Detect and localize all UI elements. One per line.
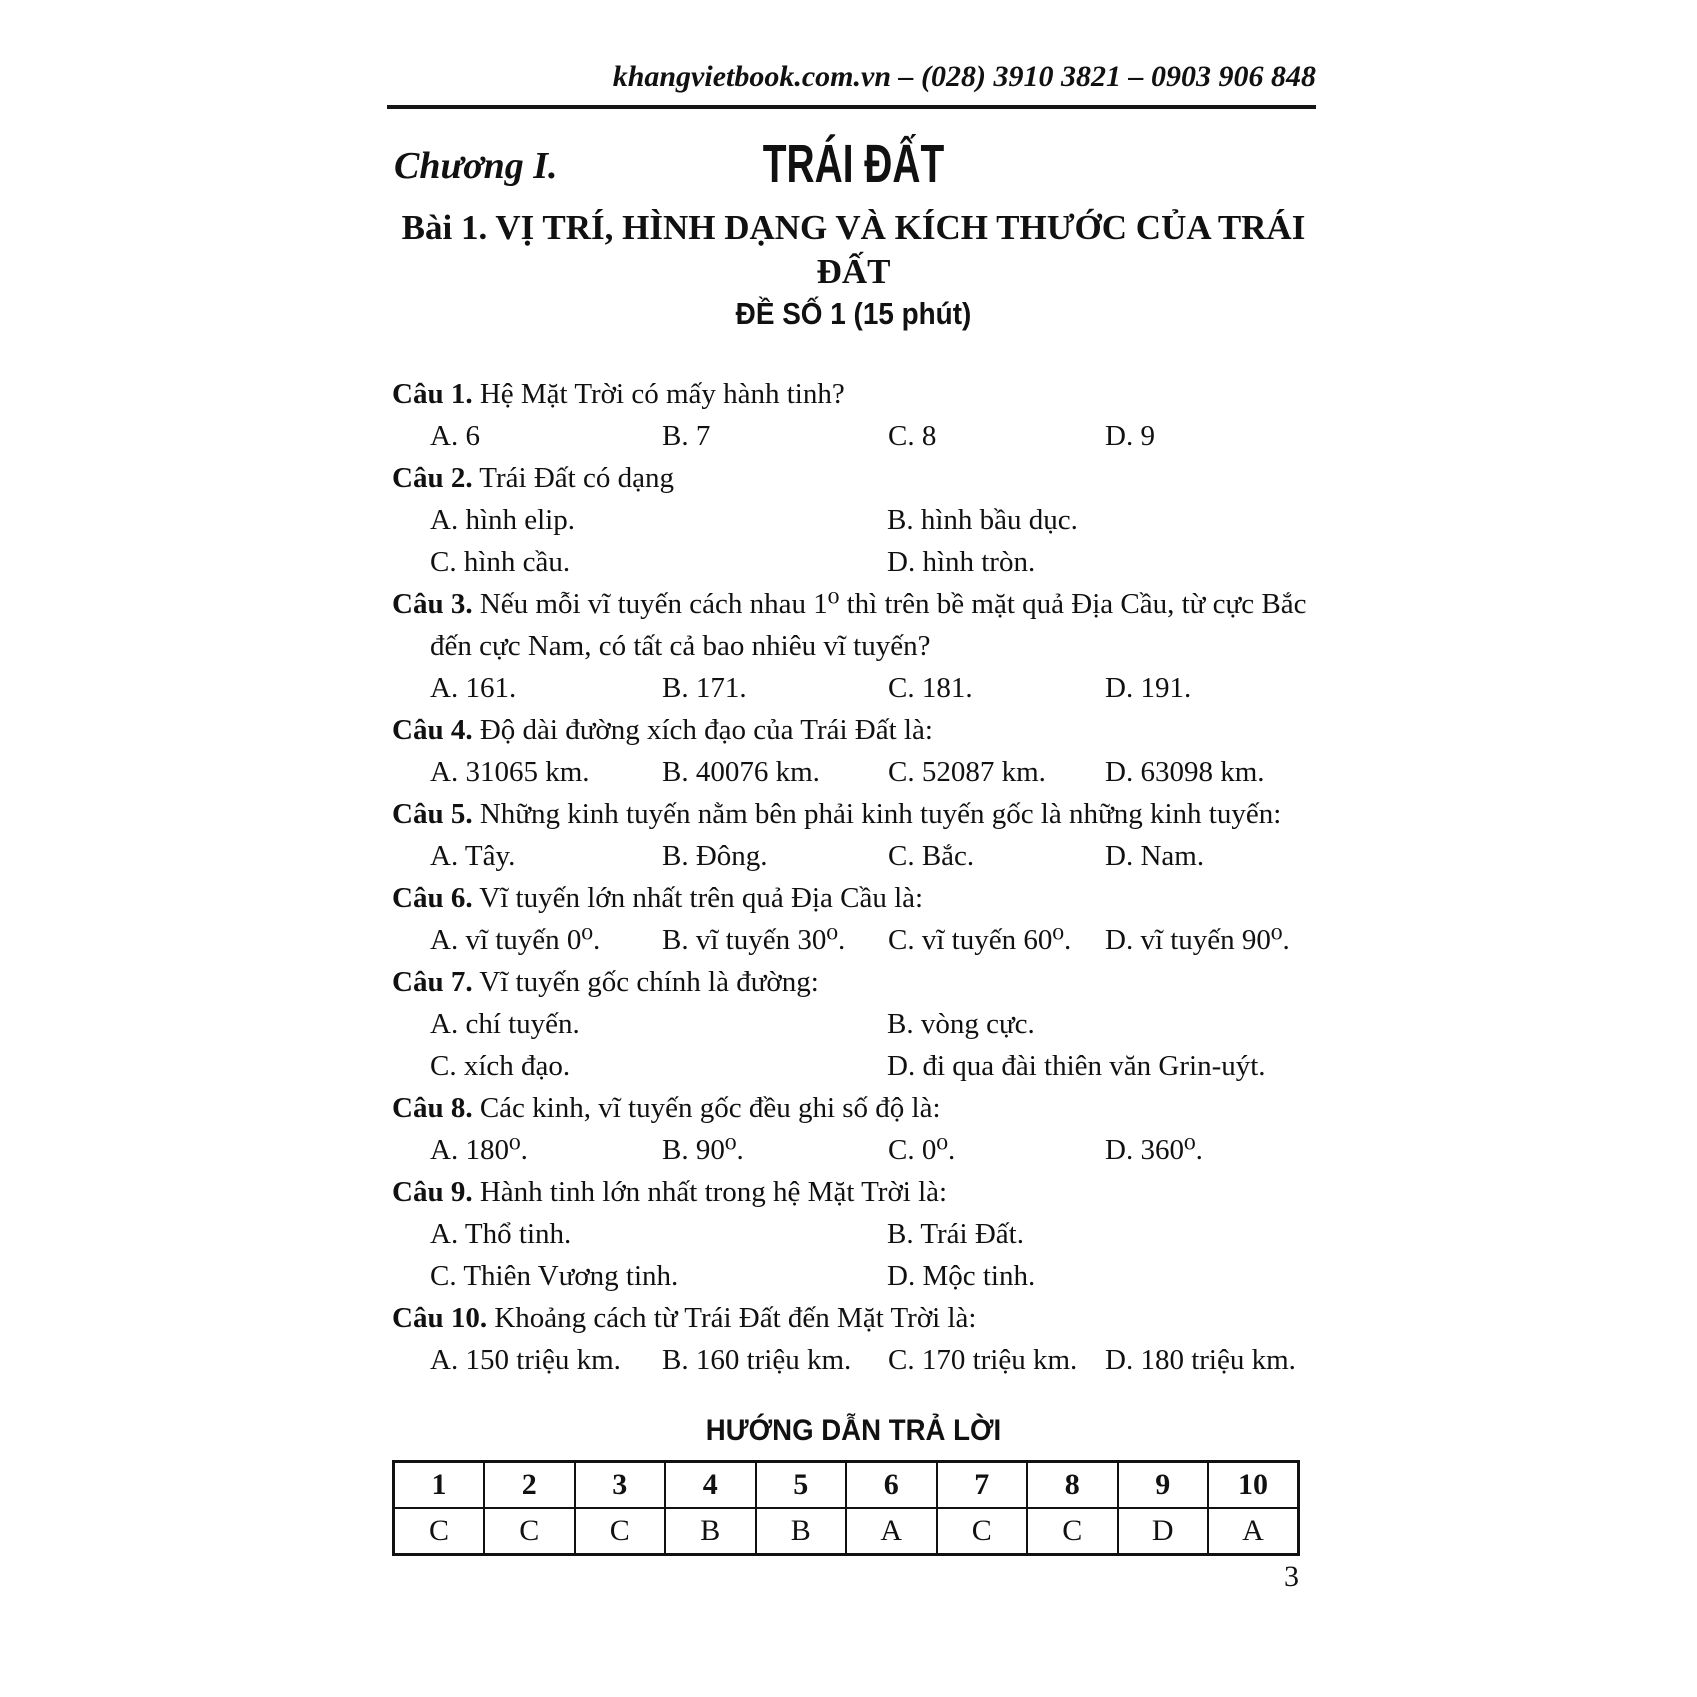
book-header-text: khangvietbook.com.vn – (028) 3910 3821 – 0903 906 848 <box>612 60 1316 93</box>
question-text: Trái Đất có dạng <box>472 462 674 494</box>
answer-letter-cell: D <box>1118 1508 1209 1555</box>
question-2 <box>392 457 1315 583</box>
question-6 <box>392 877 1315 961</box>
option-c: C. xích đạo. <box>430 1050 571 1082</box>
question-label: Câu 5. <box>392 798 473 830</box>
question-label: Câu 6. <box>392 882 473 914</box>
option-c: C. Thiên Vương tinh. <box>430 1260 679 1292</box>
question-4 <box>392 709 1315 793</box>
answer-number-cell: 2 <box>484 1462 575 1509</box>
answer-key-number-row <box>394 1462 1299 1509</box>
option-b: B. vòng cực. <box>887 1008 1035 1040</box>
answer-letter-cell: A <box>846 1508 937 1555</box>
options-row <box>392 835 1315 877</box>
option-d: D. Nam. <box>1105 840 1205 872</box>
answer-number-cell: 8 <box>1027 1462 1118 1509</box>
options-row <box>392 667 1315 709</box>
question-text: Vĩ tuyến gốc chính là đường: <box>472 966 819 998</box>
question-stem <box>392 583 1315 667</box>
option-d: D. vĩ tuyến 90⁰. <box>1105 924 1290 956</box>
question-label: Câu 10. <box>392 1302 488 1334</box>
question-label: Câu 1. <box>392 378 473 410</box>
answer-key-title: HƯỚNG DẪN TRẢ LỜI <box>705 1414 1002 1447</box>
options-row <box>392 751 1315 793</box>
question-text: Vĩ tuyến lớn nhất trên quả Địa Cầu là: <box>472 882 924 914</box>
question-label: Câu 2. <box>392 462 473 494</box>
answer-letter-cell: C <box>937 1508 1028 1555</box>
option-b: B. vĩ tuyến 30⁰. <box>662 924 846 956</box>
question-stem <box>392 793 1315 835</box>
answer-number-cell: 6 <box>846 1462 937 1509</box>
question-list <box>392 373 1315 1381</box>
option-d: D. 180 triệu km. <box>1105 1344 1296 1376</box>
option-b: B. 7 <box>662 420 711 452</box>
option-a: A. 31065 km. <box>430 756 590 788</box>
options-row <box>392 1129 1315 1171</box>
question-text: Độ dài đường xích đạo của Trái Đất là: <box>472 714 933 746</box>
question-stem <box>392 709 1315 751</box>
question-text: Hệ Mặt Trời có mấy hành tinh? <box>472 378 845 410</box>
option-a: A. Thổ tinh. <box>430 1218 572 1250</box>
question-9 <box>392 1171 1315 1297</box>
answer-letter-cell: B <box>665 1508 756 1555</box>
option-b: B. 171. <box>662 672 747 704</box>
option-a: A. Tây. <box>430 840 516 872</box>
question-label: Câu 8. <box>392 1092 473 1124</box>
chapter-label: Chương I. <box>394 145 558 187</box>
option-b: B. 40076 km. <box>662 756 820 788</box>
question-stem <box>392 1087 1315 1129</box>
option-c: C. vĩ tuyến 60⁰. <box>888 924 1072 956</box>
question-stem <box>392 877 1315 919</box>
quiz-title: ĐỀ SỐ 1 (15 phút) <box>735 296 972 331</box>
option-a: A. 150 triệu km. <box>430 1344 621 1376</box>
option-c: C. 181. <box>888 672 973 704</box>
question-text: Nếu mỗi vĩ tuyến cách nhau 1⁰ thì trên bề mặt quả Địa Cầu, từ cực Bắc đến cực Nam, có tất cả bao nhiêu vĩ tuyến? <box>430 588 1307 662</box>
option-b: B. hình bầu dục. <box>887 504 1078 536</box>
option-c: C. Bắc. <box>888 840 975 872</box>
option-a: A. hình elip. <box>430 504 575 536</box>
page-number: 3 <box>1284 1560 1299 1593</box>
option-a: A. 161. <box>430 672 517 704</box>
chapter-title: TRÁI ĐẤT <box>762 134 945 194</box>
option-d: D. hình tròn. <box>887 546 1036 578</box>
option-d: D. đi qua đài thiên văn Grin-uýt. <box>887 1050 1266 1082</box>
option-a: A. vĩ tuyến 0⁰. <box>430 924 601 956</box>
question-3 <box>392 583 1315 709</box>
option-d: D. 63098 km. <box>1105 756 1265 788</box>
question-text: Những kinh tuyến nằm bên phải kinh tuyến gốc là những kinh tuyến: <box>472 798 1282 830</box>
question-label: Câu 4. <box>392 714 473 746</box>
question-10 <box>392 1297 1315 1381</box>
question-label: Câu 3. <box>392 588 473 620</box>
question-label: Câu 9. <box>392 1176 473 1208</box>
option-d: D. 9 <box>1105 420 1155 452</box>
option-a: A. 6 <box>430 420 480 452</box>
question-stem <box>392 1171 1315 1213</box>
answer-number-cell: 5 <box>756 1462 847 1509</box>
answer-letter-cell: B <box>756 1508 847 1555</box>
option-c: C. 0⁰. <box>888 1134 956 1166</box>
option-c: C. 170 triệu km. <box>888 1344 1078 1376</box>
question-text: Các kinh, vĩ tuyến gốc đều ghi số độ là: <box>472 1092 941 1124</box>
answer-number-cell: 4 <box>665 1462 756 1509</box>
chapter-row <box>392 134 1315 198</box>
option-d: D. Mộc tinh. <box>887 1260 1036 1292</box>
answer-number-cell: 10 <box>1208 1462 1299 1509</box>
options-grid <box>392 499 1315 583</box>
question-8 <box>392 1087 1315 1171</box>
question-1 <box>392 373 1315 457</box>
question-stem <box>392 457 1315 499</box>
question-stem <box>392 961 1315 1003</box>
question-stem <box>392 373 1315 415</box>
answer-key-table <box>392 1460 1300 1556</box>
question-text: Khoảng cách từ Trái Đất đến Mặt Trời là: <box>487 1302 977 1334</box>
book-header <box>387 60 1316 109</box>
answer-number-cell: 1 <box>394 1462 485 1509</box>
option-b: B. 160 triệu km. <box>662 1344 852 1376</box>
answer-number-cell: 3 <box>575 1462 666 1509</box>
option-c: C. hình cầu. <box>430 546 571 578</box>
answer-letter-cell: C <box>484 1508 575 1555</box>
question-stem <box>392 1297 1315 1339</box>
question-5 <box>392 793 1315 877</box>
answer-number-cell: 9 <box>1118 1462 1209 1509</box>
option-a: A. chí tuyến. <box>430 1008 580 1040</box>
options-row <box>392 1339 1315 1381</box>
option-b: B. 90⁰. <box>662 1134 744 1166</box>
answer-letter-cell: C <box>394 1508 485 1555</box>
lesson-title: Bài 1. VỊ TRÍ, HÌNH DẠNG VÀ KÍCH THƯỚC CỦA TRÁI ĐẤT <box>401 208 1306 291</box>
options-grid <box>392 1213 1315 1297</box>
option-a: A. 180⁰. <box>430 1134 528 1166</box>
answer-letter-cell: C <box>1027 1508 1118 1555</box>
question-7 <box>392 961 1315 1087</box>
option-d: D. 360⁰. <box>1105 1134 1203 1166</box>
answer-letter-cell: A <box>1208 1508 1299 1555</box>
answer-number-cell: 7 <box>937 1462 1028 1509</box>
options-grid <box>392 1003 1315 1087</box>
answer-letter-cell: C <box>575 1508 666 1555</box>
option-c: C. 52087 km. <box>888 756 1046 788</box>
option-b: B. Đông. <box>662 840 768 872</box>
option-d: D. 191. <box>1105 672 1192 704</box>
question-label: Câu 7. <box>392 966 473 998</box>
options-row <box>392 415 1315 457</box>
question-text: Hành tinh lớn nhất trong hệ Mặt Trời là: <box>472 1176 948 1208</box>
option-b: B. Trái Đất. <box>887 1218 1024 1250</box>
options-row <box>392 919 1315 961</box>
answer-key-letter-row <box>394 1508 1299 1555</box>
option-c: C. 8 <box>888 420 937 452</box>
